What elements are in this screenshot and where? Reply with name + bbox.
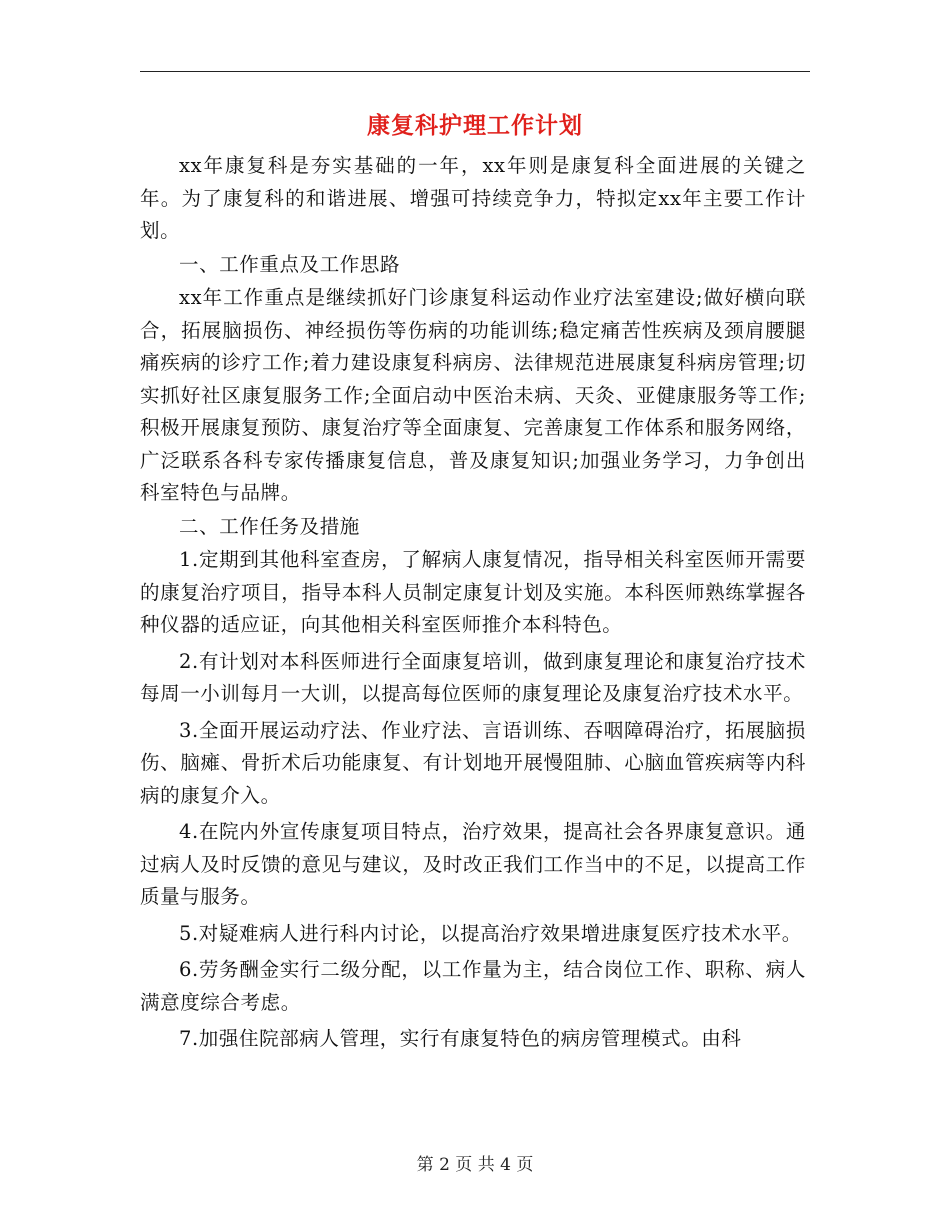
- section-heading-2: 二、工作任务及措施: [179, 514, 360, 538]
- section-1-paragraph: xx年工作重点是继续抓好门诊康复科运动作业疗法室建设;做好横向联合，拓展脑损伤、神经损伤等伤病的功能训练;稳定痛苦性疾病及颈肩腰腿痛疾病的诊疗工作;着力建设康复科病房、法律规范进展康复科病房管理;切实抓好社区康复服务工作;全面启动中医治未病、天灸、亚健康服务等工作;积极开展康复预防、康复治疗等全面康复、完善康复工作体系和服务网络，广泛联系各科专家传播康复信息，普及康复知识;加强业务学习，力争创出科室特色与品牌。: [140, 286, 806, 504]
- document-body: [140, 150, 806, 1060]
- list-item: 4.在院内外宣传康复项目特点，治疗效果，提高社会各界康复意识。通过病人及时反馈的意见与建议，及时改正我们工作当中的不足，以提高工作质量与服务。: [140, 820, 806, 908]
- list-item: 7.加强住院部病人管理，实行有康复特色的病房管理模式。由科: [179, 1027, 742, 1050]
- list-item: 3.全面开展运动疗法、作业疗法、言语训练、吞咽障碍治疗，拓展脑损伤、脑瘫、骨折术后功能康复、有计划地开展慢阻肺、心脑血管疾病等内科病的康复介入。: [140, 718, 806, 807]
- header-rule: [140, 71, 810, 72]
- list-item: 1.定期到其他科室查房，了解病人康复情况，指导相关科室医师开需要的康复治疗项目，指导本科人员制定康复计划及实施。本科医师熟练掌握各种仪器的适应证，向其他相关科室医师推介本科特色。: [140, 548, 806, 636]
- section-heading-1: 一、工作重点及工作思路: [179, 252, 401, 276]
- list-item: 5.对疑难病人进行科内讨论，以提高治疗效果增进康复医疗技术水平。: [179, 921, 802, 945]
- document-title: 康复科护理工作计划: [367, 112, 583, 139]
- list-item: 2.有计划对本科医师进行全面康复培训，做到康复理论和康复治疗技术每周一小训每月一大训，以提高每位医师的康复理论及康复治疗技术水平。: [140, 649, 806, 705]
- intro-paragraph: xx年康复科是夯实基础的一年，xx年则是康复科全面进展的关键之年。为了康复科的和谐进展、增强可持续竞争力，特拟定xx年主要工作计划。: [140, 154, 806, 242]
- page-number: 第 2 页 共 4 页: [416, 1155, 534, 1175]
- list-item: 6.劳务酬金实行二级分配，以工作量为主，结合岗位工作、职称、病人满意度综合考虑。: [140, 958, 806, 1014]
